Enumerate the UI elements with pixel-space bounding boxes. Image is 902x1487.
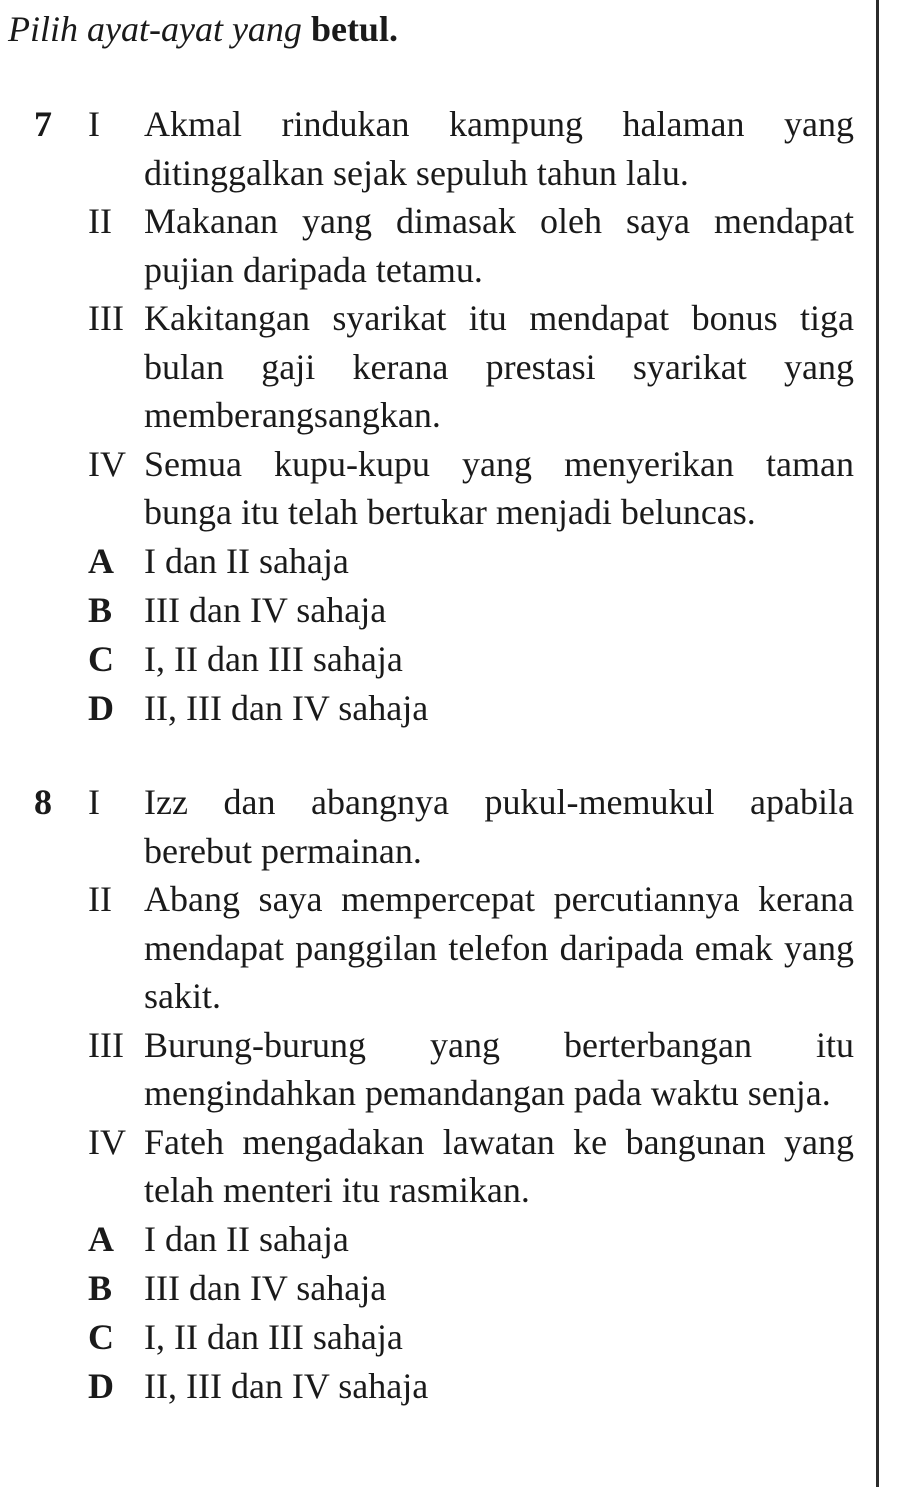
option-text: II, III dan IV sahaja <box>144 687 429 728</box>
option-text: II, III dan IV sahaja <box>144 1365 429 1406</box>
option-letter: D <box>88 687 114 728</box>
option-a[interactable] <box>88 537 860 586</box>
statement-text: Makanan yang dimasak oleh saya mendapat pujian daripada tetamu. <box>144 201 854 290</box>
statement-iii <box>88 1021 854 1118</box>
option-letter: D <box>88 1365 114 1406</box>
statement-numeral: II <box>88 201 112 241</box>
statement-i <box>88 778 854 875</box>
option-text: I, II dan III sahaja <box>144 1316 403 1357</box>
statement-i <box>88 100 854 197</box>
option-a[interactable] <box>88 1215 860 1264</box>
statement-text: Burung-burung yang berterbangan itu mengindahkan pemandangan pada waktu senja. <box>144 1024 854 1113</box>
option-d[interactable] <box>88 684 860 733</box>
statement-ii <box>88 197 854 294</box>
option-text: I, II dan III sahaja <box>144 638 403 679</box>
option-letter: B <box>88 589 113 630</box>
option-b[interactable] <box>88 1264 860 1313</box>
option-text: I dan II sahaja <box>144 540 349 581</box>
statement-text: Abang saya mempercepat percutiannya kerana mendapat panggilan telefon daripada emak yang sakit. <box>144 879 854 1016</box>
statement-numeral: III <box>88 1024 124 1065</box>
option-letter: A <box>88 540 114 581</box>
option-b[interactable] <box>88 586 860 635</box>
question-number: 7 <box>34 104 52 144</box>
instruction <box>8 8 398 50</box>
option-d[interactable] <box>88 1362 860 1411</box>
option-letter: C <box>88 638 114 679</box>
statement-numeral: II <box>88 879 112 919</box>
option-c[interactable] <box>88 635 860 684</box>
statement-ii <box>88 875 854 1021</box>
option-letter: A <box>88 1218 114 1259</box>
answer-options <box>88 1215 860 1411</box>
statement-iv <box>88 1118 854 1215</box>
question-8 <box>0 778 860 1411</box>
option-text: III dan IV sahaja <box>144 1267 387 1308</box>
statement-text: Kakitangan syarikat itu mendapat bonus tiga bulan gaji kerana prestasi syarikat yang memberangsangkan. <box>144 298 854 435</box>
option-c[interactable] <box>88 1313 860 1362</box>
statement-numeral: I <box>88 104 100 144</box>
statement-text: Izz dan abangnya pukul-memukul apabila berebut permainan. <box>144 782 854 871</box>
option-text: III dan IV sahaja <box>144 589 387 630</box>
question-7 <box>0 100 860 733</box>
option-text: I dan II sahaja <box>144 1218 349 1259</box>
option-letter: B <box>88 1267 113 1308</box>
statement-numeral: III <box>88 298 124 338</box>
statement-text: Semua kupu-kupu yang menyerikan taman bunga itu telah bertukar menjadi beluncas. <box>144 443 854 532</box>
statement-text: Fateh mengadakan lawatan ke bangunan yang telah menteri itu rasmikan. <box>144 1121 854 1210</box>
statement-numeral: I <box>88 782 100 822</box>
instruction-emphasis: betul. <box>310 9 398 49</box>
option-letter: C <box>88 1316 114 1357</box>
page-margin-rule <box>876 0 879 1487</box>
answer-options <box>88 537 860 733</box>
statement-text: Akmal rindukan kampung halaman yang ditinggalkan sejak sepuluh tahun lalu. <box>144 104 854 193</box>
statement-iii <box>88 294 854 440</box>
question-number: 8 <box>34 782 52 822</box>
statement-numeral: IV <box>88 1121 126 1162</box>
instruction-text: Pilih ayat-ayat yang <box>8 9 311 49</box>
statement-numeral: IV <box>88 443 126 484</box>
statement-iv <box>88 440 854 537</box>
